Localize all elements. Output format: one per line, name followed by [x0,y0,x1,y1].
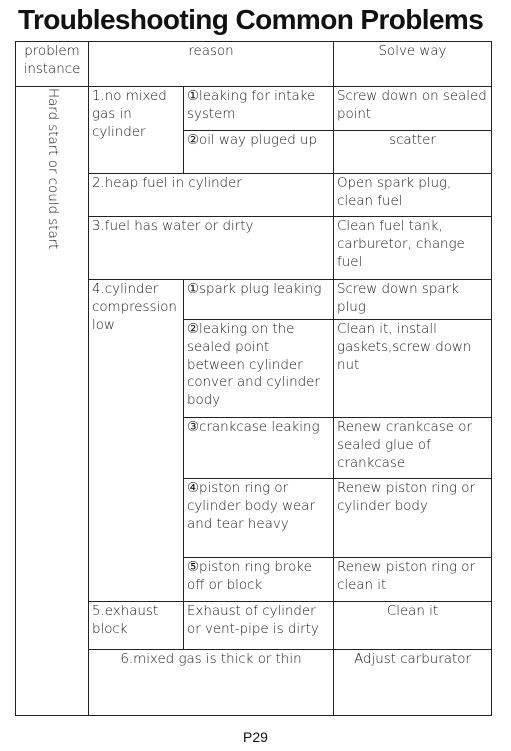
detail-cell: ②leaking on the sealed point between cylinder conver and cylinder body [184,320,334,418]
solution-cell: Screw down on sealed point [334,87,492,131]
detail-cell: ⑤piston ring broke off or block [184,558,334,602]
cause-cell: 5.exhaust block [89,602,184,650]
solution-cell: Clean fuel tank, carburetor, change fuel [334,217,492,280]
cause-cell: 1.no mixed gas in cylinder [89,87,184,174]
page-title: Troubleshooting Common Problems [18,4,484,35]
cause-cell: 6.mixed gas is thick or thin [89,650,334,716]
header-solve-way: Solve way [334,42,492,87]
solution-cell: Clean it [334,602,492,650]
header-problem-instance: problem instance [16,42,89,87]
cause-cell: 3.fuel has water or dirty [89,217,334,280]
solution-cell: Renew piston ring or cylinder body [334,479,492,558]
cause-cell: 4.cylinder compression low [89,280,184,602]
detail-cell: ④piston ring or cylinder body wear and tear heavy [184,479,334,558]
detail-cell: ③crankcase leaking [184,418,334,479]
solution-cell: scatter [334,131,492,174]
solution-cell: Adjust carburator [334,650,492,716]
solution-cell: Screw down spark plug [334,280,492,320]
detail-cell: ②oil way pluged up [184,131,334,174]
header-reason: reason [89,42,334,87]
solution-cell: Open spark plug, clean fuel [334,174,492,217]
solution-cell: Renew piston ring or clean it [334,558,492,602]
detail-cell: ①leaking for intake system [184,87,334,131]
troubleshooting-table [15,41,492,716]
table-row [16,87,492,131]
table-header-row [16,42,492,87]
detail-cell: Exhaust of cylinder or vent-pipe is dirty [184,602,334,650]
solution-cell: Renew crankcase or sealed glue of crankcase [334,418,492,479]
page-number: P29 [243,729,268,745]
cause-cell: 2.heap fuel in cylinder [89,174,334,217]
solution-cell: Clean it, install gaskets,screw down nut [334,320,492,418]
detail-cell: ①spark plug leaking [184,280,334,320]
problem-instance-label: Hard start or could start [44,88,60,250]
problem-instance-cell [16,87,89,716]
